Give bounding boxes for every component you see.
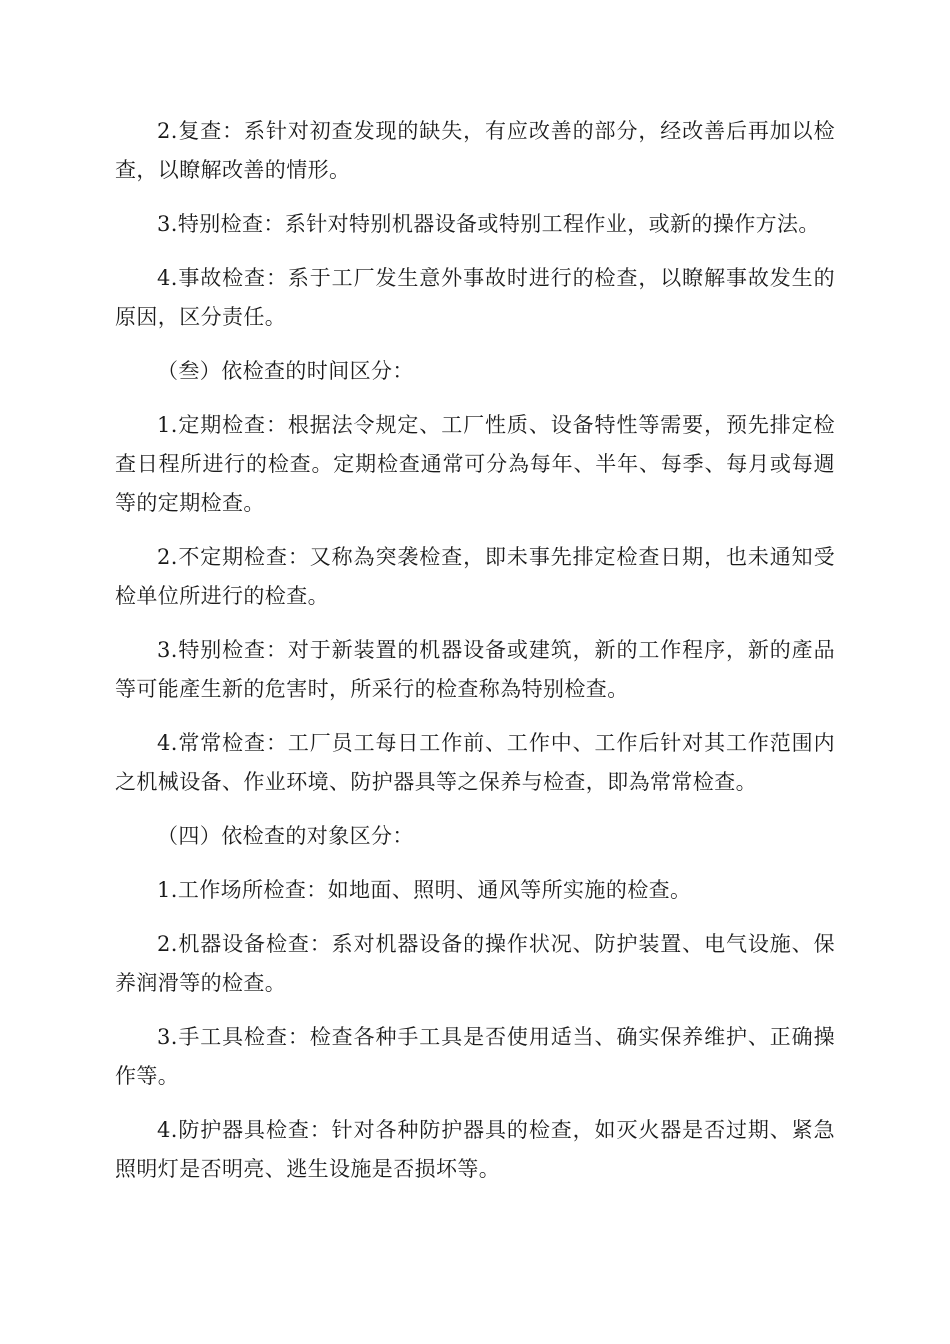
- paragraph-protective-equipment-check: 4.防护器具检查：针对各种防护器具的检查，如灭火器是否过期、紧急照明灯是否明亮、逃生设施是否损坏等。: [115, 1118, 835, 1181]
- paragraph-routine-check: 4.常常检查：工厂员工每日工作前、工作中、工作后针对其工作范围内之机械设备、作业环境、防护器具等之保养与检查，即為常常检查。: [115, 731, 835, 794]
- paragraph-special-check-new: 3.特别检查：对于新装置的机器设备或建筑，新的工作程序，新的產品等可能產生新的危害时，所采行的检查称為特别检查。: [115, 638, 835, 701]
- paragraph-hand-tool-check: 3.手工具检查：检查各种手工具是否使用适当、确实保养维护、正确操作等。: [115, 1025, 835, 1088]
- paragraph-irregular-check: 2.不定期检查：又称為突袭检查，即未事先排定检查日期，也未通知受检单位所进行的检查。: [115, 545, 835, 608]
- paragraph-accident-check: 4.事故检查：系于工厂发生意外事故时进行的检查，以瞭解事故发生的原因，区分责任。: [115, 266, 835, 329]
- paragraph-periodic-check: 1.定期检查：根据法令规定、工厂性质、设备特性等需要，预先排定检查日程所进行的检查。定期检查通常可分為每年、半年、每季、每月或每週等的定期检查。: [115, 413, 835, 515]
- section-heading-time: （叁）依检查的时间区分：: [157, 359, 414, 383]
- paragraph-machine-check: 2.机器设备检查：系对机器设备的操作状况、防护装置、电气设施、保养润滑等的检查。: [115, 932, 835, 995]
- document-body: [115, 112, 835, 1204]
- paragraph-workplace-check: 1.工作场所检查：如地面、照明、通风等所实施的检查。: [157, 878, 692, 902]
- paragraph-special-check: 3.特别检查：系针对特别机器设备或特别工程作业，或新的操作方法。: [157, 212, 820, 236]
- paragraph-recheck: 2.复查：系针对初查发现的缺失，有应改善的部分，经改善后再加以检查，以瞭解改善的情形。: [115, 119, 835, 182]
- section-heading-object: （四）依检查的对象区分：: [157, 824, 414, 848]
